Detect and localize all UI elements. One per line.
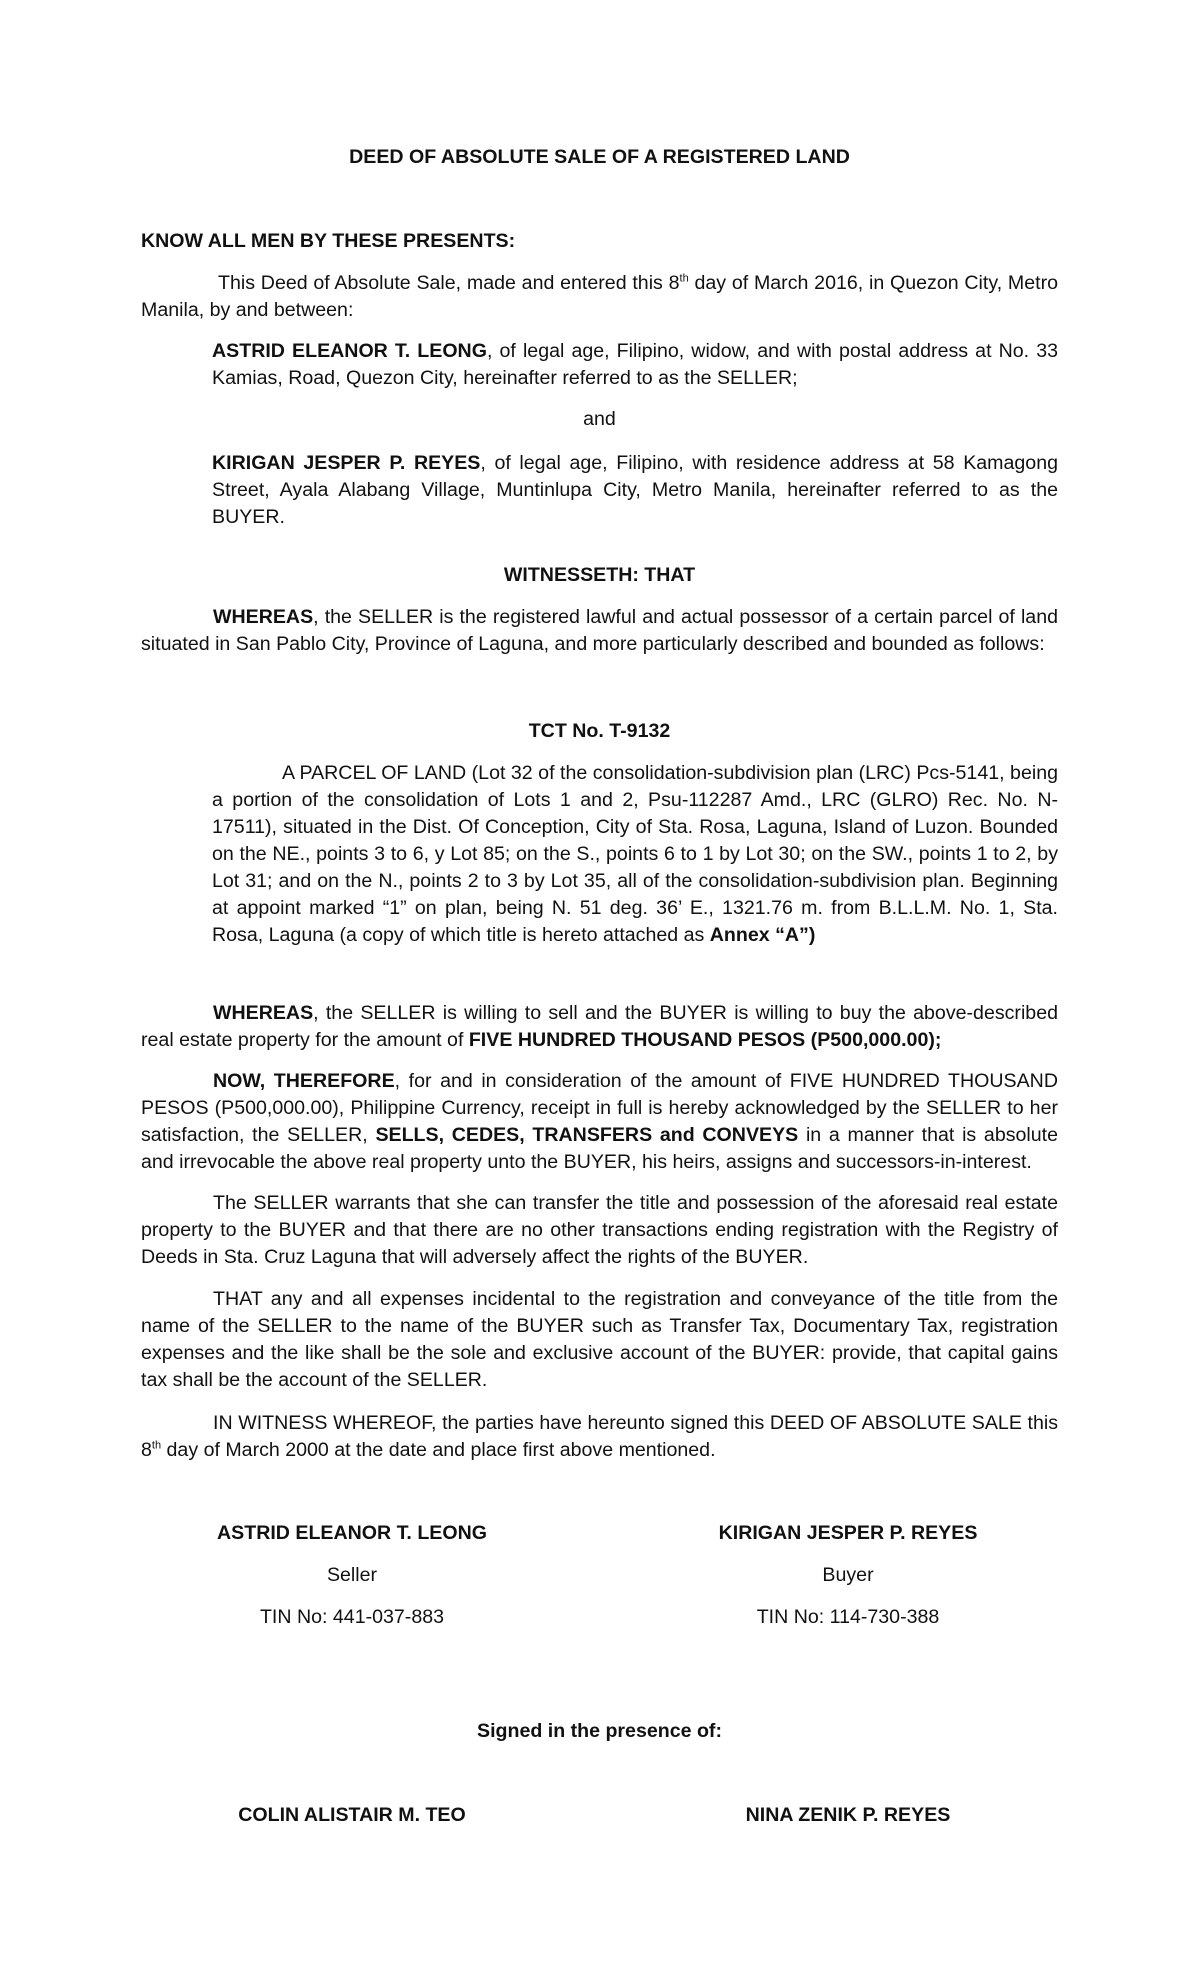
now-therefore-lead: NOW, THEREFORE (213, 1070, 395, 1092)
sale-amount: FIVE HUNDRED THOUSAND PESOS (P500,000.00); (468, 1029, 942, 1051)
now-therefore-text: , for and in consideration of the amount of FIVE HUNDRED THOUSAND PESOS (P500,000.00), Philippine Currency, receipt in full is hereby acknowledged by the SELLER to her satisfaction, the SELLER, (141, 1070, 1058, 1146)
buyer-role: Buyer (822, 1564, 874, 1586)
witness-right-name: NINA ZENIK P. REYES (745, 1804, 951, 1826)
seller-party-paragraph (212, 338, 1058, 392)
signed-presence-heading: Signed in the presence of: (477, 1720, 722, 1742)
in-witness-superscript: th (151, 1439, 162, 1452)
and-connector: and (583, 408, 616, 430)
seller-tin: TIN No: 441-037-883 (259, 1606, 445, 1628)
intro-superscript: th (679, 272, 689, 285)
in-witness-text-cont: day of March 2000 at the date and place first above mentioned. (161, 1439, 716, 1461)
conveyance-verbs: SELLS, CEDES, TRANSFERS and CONVEYS (375, 1124, 799, 1146)
now-therefore-paragraph (141, 1068, 1058, 1176)
seller-role: Seller (326, 1564, 378, 1586)
tct-heading: TCT No. T-9132 (528, 720, 671, 742)
tct-description-text: A PARCEL OF LAND (Lot 32 of the consolidation-subdivision plan (LRC) Pcs-5141, being a portion of the consolidation of Lots 1 and 2, Psu-112287 Amd., LRC (GLRO) Rec. No. N-17511), situated in the Dist. Of Conception, City of Sta. Rosa, Laguna, Island of Luzon. Bounded on the NE., points 3 to 6, y Lot 85; on the S., points 6 to 1 by Lot 30; on the SW., points 1 to 2, by Lot 31; and on the N., points 2 to 3 by Lot 35, all of the consolidation-subdivision plan. Beginning at appoint marked “1” on plan, being N. 51 deg. 36’ E., 1321.76 m. from B.L.L.M. No. 1, Sta. Rosa, Laguna (a copy of which title is hereto attached as (212, 762, 1058, 946)
know-all-men-heading: KNOW ALL MEN BY THESE PRESENTS: (141, 230, 516, 252)
intro-text-cont: day of March 2016, in Quezon City, Metro Manila, by and between: (141, 272, 1058, 321)
witnesseth-heading: WITNESSETH: THAT (503, 564, 696, 586)
whereas-lead: WHEREAS (213, 606, 314, 628)
whereas-possession-text: , the SELLER is the registered lawful and actual possessor of a certain parcel of land situated in San Pablo City, Province of Laguna, and more particularly described and bounded as follows: (141, 606, 1058, 655)
warranty-paragraph: The SELLER warrants that she can transfer the title and possession of the aforesaid real estate property to the BUYER and that there are no other transactions ending registration with the Registry of Deeds in Sta. Cruz Laguna that will adversely affect the rights of the BUYER. (141, 1192, 1058, 1268)
buyer-description: , of legal age, Filipino, with residence address at 58 Kamagong Street, Ayala Alabang Village, Muntinlupa City, Metro Manila, hereinafter referred to as the BUYER. (212, 452, 1058, 528)
seller-signatory-name: ASTRID ELEANOR T. LEONG (217, 1522, 487, 1544)
whereas-sale-paragraph (141, 1000, 1058, 1054)
buyer-party-paragraph (212, 450, 1058, 531)
whereas-possession-paragraph (141, 604, 1058, 658)
whereas-sale-lead: WHEREAS (213, 1002, 314, 1024)
annex-close: ”) (799, 924, 816, 946)
seller-name: ASTRID ELEANOR T. LEONG (212, 340, 487, 362)
witness-left-name: COLIN ALISTAIR M. TEO (238, 1804, 466, 1826)
buyer-signatory-name: KIRIGAN JESPER P. REYES (718, 1522, 978, 1544)
intro-paragraph (141, 270, 1058, 324)
seller-description: , of legal age, Filipino, widow, and with postal address at No. 33 Kamias, Road, Quezon City, hereinafter referred to as the SELLER; (212, 340, 1058, 389)
expenses-paragraph: THAT any and all expenses incidental to the registration and conveyance of the title from the name of the SELLER to the name of the BUYER such as Transfer Tax, Documentary Tax, registration expenses and the like shall be the sole and exclusive account of the BUYER: provide, that capital gains tax shall be the account of the SELLER. (141, 1288, 1058, 1391)
buyer-name: KIRIGAN JESPER P. REYES (212, 452, 481, 474)
in-witness-text: IN WITNESS WHEREOF, the parties have hereunto signed this DEED OF ABSOLUTE SALE this 8 (141, 1412, 1058, 1461)
annex-reference: Annex “A (709, 924, 800, 946)
intro-text: This Deed of Absolute Sale, made and entered this 8 (218, 272, 680, 294)
tct-description-paragraph (212, 760, 1058, 949)
whereas-sale-text: , the SELLER is willing to sell and the BUYER is willing to buy the above-described real estate property for the amount of (141, 1002, 1058, 1051)
buyer-tin: TIN No: 114-730-388 (756, 1606, 940, 1628)
in-witness-paragraph (141, 1410, 1058, 1464)
document-title: DEED OF ABSOLUTE SALE OF A REGISTERED LAND (349, 146, 850, 168)
now-therefore-text-cont: in a manner that is absolute and irrevocable the above real property unto the BUYER, his heirs, assigns and successors-in-interest. (141, 1124, 1059, 1173)
